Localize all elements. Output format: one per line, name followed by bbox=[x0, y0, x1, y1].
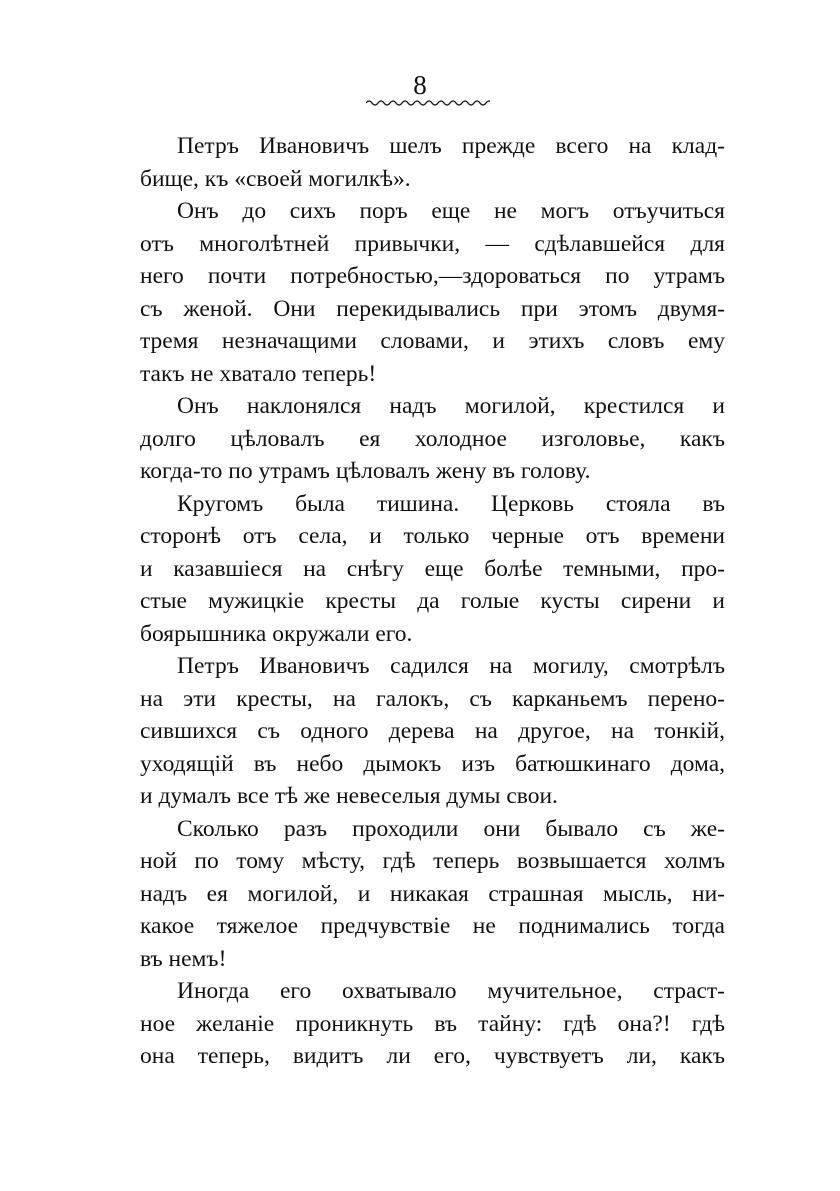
text-line: сившихся съ одного дерева на другое, на тонкій, bbox=[140, 718, 725, 744]
text-line: отъ многолѣтней привычки, — сдѣлавшейся для bbox=[140, 230, 725, 257]
text-line: Сколько разъ проходили они бывало съ же- bbox=[177, 815, 725, 842]
text-line: и казавшіеся на снѣгу еще болѣе темными, про- bbox=[140, 555, 725, 582]
paragraph bbox=[140, 650, 725, 813]
text-line: съ женой. Они перекидывались при этомъ двумя- bbox=[140, 295, 725, 322]
text-line: долго цѣловалъ ея холодное изголовье, какъ bbox=[140, 425, 725, 452]
paragraph bbox=[140, 813, 725, 976]
text-line: надъ ея могилой, и никакая страшная мысль, ни- bbox=[140, 880, 725, 907]
text-line: него почти потребностью,—здороваться по утрамъ bbox=[140, 263, 725, 289]
text-line: такъ не хватало теперь! bbox=[140, 360, 377, 387]
text-line: тремя незначащими словами, и этихъ словъ ему bbox=[140, 328, 725, 354]
text-line: бище, къ «своей могилкѣ». bbox=[140, 165, 411, 192]
text-line: Иногда его охватывало мучительное, страст- bbox=[177, 978, 725, 1004]
text-line: Онъ наклонялся надъ могилой, крестился и bbox=[177, 393, 725, 419]
text-line: стые мужицкіе кресты да голые кусты сирени и bbox=[140, 588, 725, 614]
paragraph bbox=[140, 390, 725, 488]
text-line: на эти кресты, на галокъ, съ карканьемъ перено- bbox=[140, 685, 725, 712]
text-line: Онъ до сихъ поръ еще не могъ отъучиться bbox=[177, 198, 725, 224]
text-line: Петръ Ивановичъ садился на могилу, смотрѣлъ bbox=[177, 653, 725, 679]
text-line: Кругомъ была тишина. Церковь стояла въ bbox=[177, 490, 725, 517]
text-line: она теперь, видитъ ли его, чувствуетъ ли, какъ bbox=[140, 1043, 725, 1069]
paragraph bbox=[140, 975, 725, 1073]
page-number: 8 bbox=[413, 70, 427, 100]
text-line: ной по тому мѣсту, гдѣ теперь возвышается холмъ bbox=[140, 848, 725, 874]
paragraph bbox=[140, 488, 725, 651]
text-line: и думалъ все тѣ же невеселыя думы свои. bbox=[140, 783, 558, 809]
paragraph bbox=[140, 130, 725, 195]
wavy-rule-ornament bbox=[366, 98, 490, 108]
text-line: какое тяжелое предчувствіе не поднимались тогда bbox=[140, 913, 725, 939]
text-line: въ немъ! bbox=[140, 945, 227, 972]
text-line: когда-то по утрамъ цѣловалъ жену въ голову. bbox=[140, 458, 591, 484]
paragraph bbox=[140, 195, 725, 390]
text-line: Петръ Ивановичъ шелъ прежде всего на клад- bbox=[177, 133, 725, 159]
body-text bbox=[140, 130, 725, 1073]
text-line: уходящій въ небо дымокъ изъ батюшкинаго дома, bbox=[140, 750, 725, 777]
text-line: ное желаніе проникнуть въ тайну: гдѣ она?! гдѣ bbox=[140, 1010, 725, 1037]
text-line: боярышника окружали его. bbox=[140, 620, 413, 647]
text-line: сторонѣ отъ села, и только черные отъ времени bbox=[140, 523, 725, 549]
